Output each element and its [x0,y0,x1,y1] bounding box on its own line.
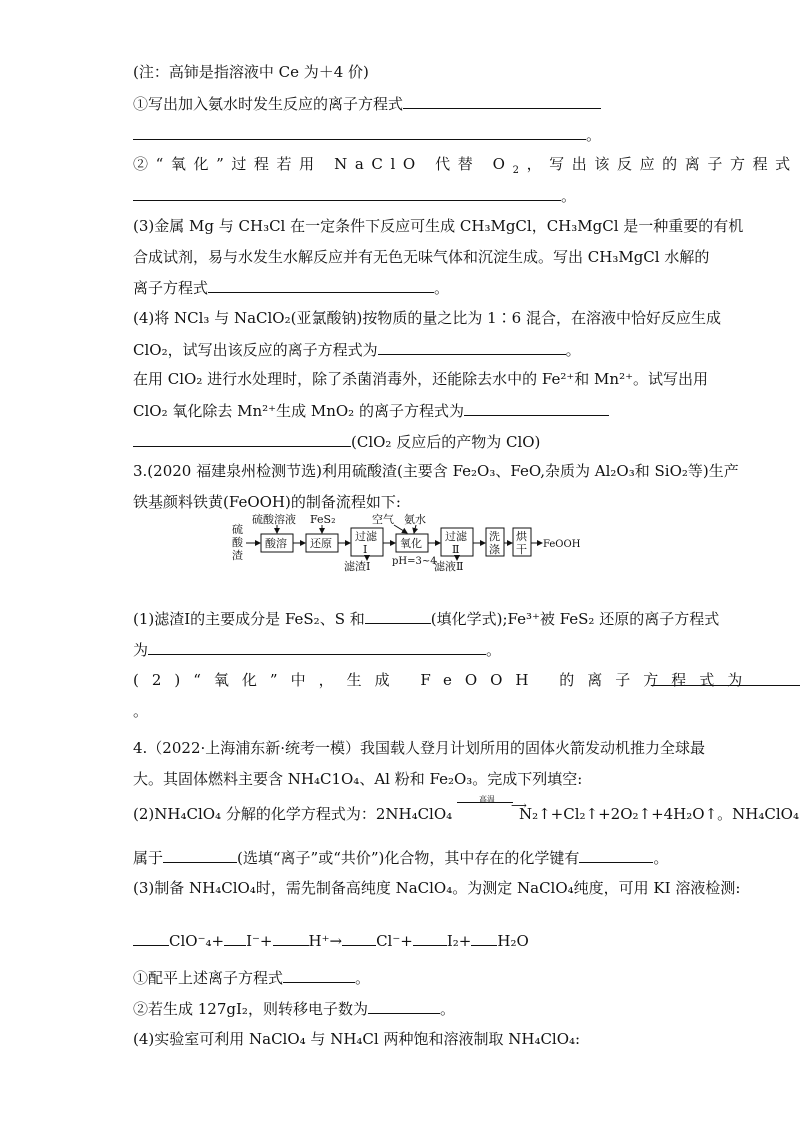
coef-blank[interactable] [224,930,246,946]
flow-ph-label: pH=3~4 [392,556,437,567]
q-clo2-note: (ClO₂ 反应后的产物为 ClO) [351,433,541,451]
answer-blank[interactable] [365,608,431,624]
coef-blank[interactable] [133,930,169,946]
q-clo2-line-4 [133,400,609,421]
flow-out-residue: 滤渣Ⅰ [344,560,371,573]
flow-input-air: 空气 [372,513,394,526]
p4-q1-text: ①配平上述离子方程式 [133,969,284,987]
flow-step-oxidize: 氧化 [400,537,422,550]
coef-blank[interactable] [342,930,376,946]
flow-input-acid: 硫酸溶液 [252,513,296,526]
q-clo2-line-3: 在用 ClO₂ 进行水处理时，除了杀菌消毒外，还能除去水中的 Fe²⁺和 Mn²⁺。试写出用 [133,370,709,388]
p3-line-2: 铁基颜料铁黄(FeOOH)的制备流程如下: [133,493,401,511]
q-clo2-line-1: (4)将 NCl₃ 与 NaClO₂(亚氯酸钠)按物质的量之比为 1∶6 混合，在溶液中恰好反应生成 [133,309,721,327]
answer-line: 。 [133,124,601,145]
p3-line-1: 3.(2020 福建泉州检测节选)利用硫酸渣(主要含 Fe₂O₃、FeO,杂质为 Al₂O₃和 SiO₂等)生产 [133,462,739,480]
coef-blank[interactable] [471,930,497,946]
q-naclo-text: ②“氧化”过程若用 NaClO 代替 O [133,155,513,173]
flow-start-2: 酸 [232,536,243,549]
answer-blank[interactable] [368,998,440,1014]
flow-step-dry-2: 干 [516,543,527,556]
answer-blank[interactable] [579,847,653,863]
flow-step-dry-1: 烘 [516,530,527,543]
answer-blank[interactable] [208,277,434,293]
q-clo2-line-2: ClO₂，试写出该反应的离子方程式为 。 [133,341,581,359]
flow-step-filter-1-num: Ⅰ [363,543,368,556]
q-mg-line-1: (3)金属 Mg 与 CH₃Cl 在一定条件下反应可生成 CH₃MgCl，CH₃MgCl 是一种重要的有机 [133,217,744,235]
flow-product: FeOOH [543,539,581,550]
p4-s3-line: (3)制备 NH₄ClO₄时，需先制备高纯度 NaClO₄。为测定 NaClO₄纯度，可用 KI 溶液检测: [133,879,741,897]
p4-s4-line: (4)实验室可利用 NaClO₄ 与 NH₄Cl 两种饱和溶液制取 NH₄ClO₄: [133,1030,581,1048]
q-clo2-text-2: ClO₂ 氧化除去 Mn²⁺生成 MnO₂ 的离子方程式为 [133,402,464,420]
flow-step-reduce: 还原 [310,537,332,550]
eq-term-h: H⁺→ [308,932,343,950]
period: 。 [133,702,149,720]
answer-blank[interactable] [133,431,351,447]
q-mg-text: 离子方程式 [133,279,209,297]
eq-term-h2o: H₂O [497,932,529,950]
p3-s1-text-3: 为 [133,641,149,659]
p4-s2-text-2: N₂↑+Cl₂↑+2O₂↑+4H₂O↑。NH₄ClO₄ [518,805,799,823]
p4-s2-text: (2)NH₄ClO₄ 分解的化学方程式为：2NH₄ClO₄ [133,805,453,823]
p4-s2c-text-2: (选填“离子”或“共价”)化合物，其中存在的化学键有 [237,849,580,867]
q-clo2-line-5 [133,431,540,452]
process-flow-diagram [232,512,581,573]
eq-term-i2: I₂+ [446,932,472,950]
flow-start-3: 渣 [232,549,243,562]
q-ammonia-line [133,93,601,114]
answer-blank[interactable] [464,400,609,416]
flow-step-filter-2: 过滤 [445,530,467,543]
eq-term-cl: Cl⁻+ [376,932,413,950]
coef-blank[interactable] [413,930,447,946]
answer-blank[interactable] [403,93,601,109]
answer-blank[interactable] [163,847,237,863]
answer-blank[interactable] [148,639,486,655]
flow-step-wash-1: 洗 [489,530,500,543]
p4-q2-line: ②若生成 127gI₂，则转移电子数为 。 [133,1000,455,1018]
p4-q1-line: ①配平上述离子方程式 。 [133,969,371,987]
q-clo2-text: ClO₂，试写出该反应的离子方程式为 [133,341,378,359]
q-mg-line-3: 离子方程式 。 [133,279,450,297]
flow-input-fes2: FeS₂ [310,513,336,526]
note-line: (注：高铈是指溶液中 Ce 为＋4 价) [133,63,369,81]
q-mg-line-2: 合成试剂，易与水发生水解反应并有无色无味气体和沉淀生成。写出 CH₃MgCl 水解的 [133,248,710,266]
p4-s2c-line: 属于 (选填“离子”或“共价”)化合物，其中存在的化学键有 。 [133,849,669,867]
p4-line-1: 4.（2022·上海浦东新·统考一模）我国载人登月计划所用的固体火箭发动机推力全球最 [133,739,706,757]
p3-s2-text: (2)“氧化”中，生成 FeOOH 的离子方程式为 [133,671,756,689]
p3-s1-line [133,608,719,629]
flow-step-wash-2: 涤 [489,543,500,556]
reaction-condition: 高温 [478,795,495,804]
p4-q2-text: ②若生成 127gI₂，则转移电子数为 [133,1000,368,1018]
answer-blank[interactable] [378,339,566,355]
reaction-arrow: 高温 ⟶ [457,804,519,824]
eq-term-clo4: ClO⁻₄+ [169,932,225,950]
flow-step-filter-2-num: Ⅱ [452,543,460,556]
coef-blank[interactable] [273,930,309,946]
p4-s2c-text: 属于 [133,849,164,867]
flow-step-dissolve: 酸溶 [265,537,287,550]
flow-input-ammonia: 氨水 [404,513,426,526]
q-naclo-text-2: ，写出该反应的离子方程式 [526,155,798,173]
answer-blank[interactable] [283,967,355,983]
p4-s2-line [133,795,799,824]
answer-blank[interactable] [651,670,800,686]
p4-line-2: 大。其固体燃料主要含 NH₄C1O₄、Al 粉和 Fe₂O₃。完成下列填空: [133,770,583,788]
eq-term-i: I⁻+ [246,932,273,950]
flow-step-filter-1: 过滤 [355,530,377,543]
answer-line: 。 [133,185,576,206]
q-naclo-line [133,154,798,174]
answer-blank[interactable] [133,124,586,140]
p3-s1-text-2: (填化学式);Fe³⁺被 FeS₂ 还原的离子方程式 [430,610,720,628]
answer-blank[interactable] [133,185,561,201]
q-ammonia-text: ①写出加入氨水时发生反应的离子方程式 [133,95,404,113]
p4-equation-line [133,930,529,951]
p3-s1-answer-line: 为 。 [133,641,502,659]
subscript: 2 [512,165,527,176]
p3-s1-text: (1)滤渣Ⅰ的主要成分是 FeS₂、S 和 [133,610,365,628]
flow-out-filtrate: 滤液Ⅱ [434,560,464,573]
flow-start-1: 硫 [232,523,243,536]
